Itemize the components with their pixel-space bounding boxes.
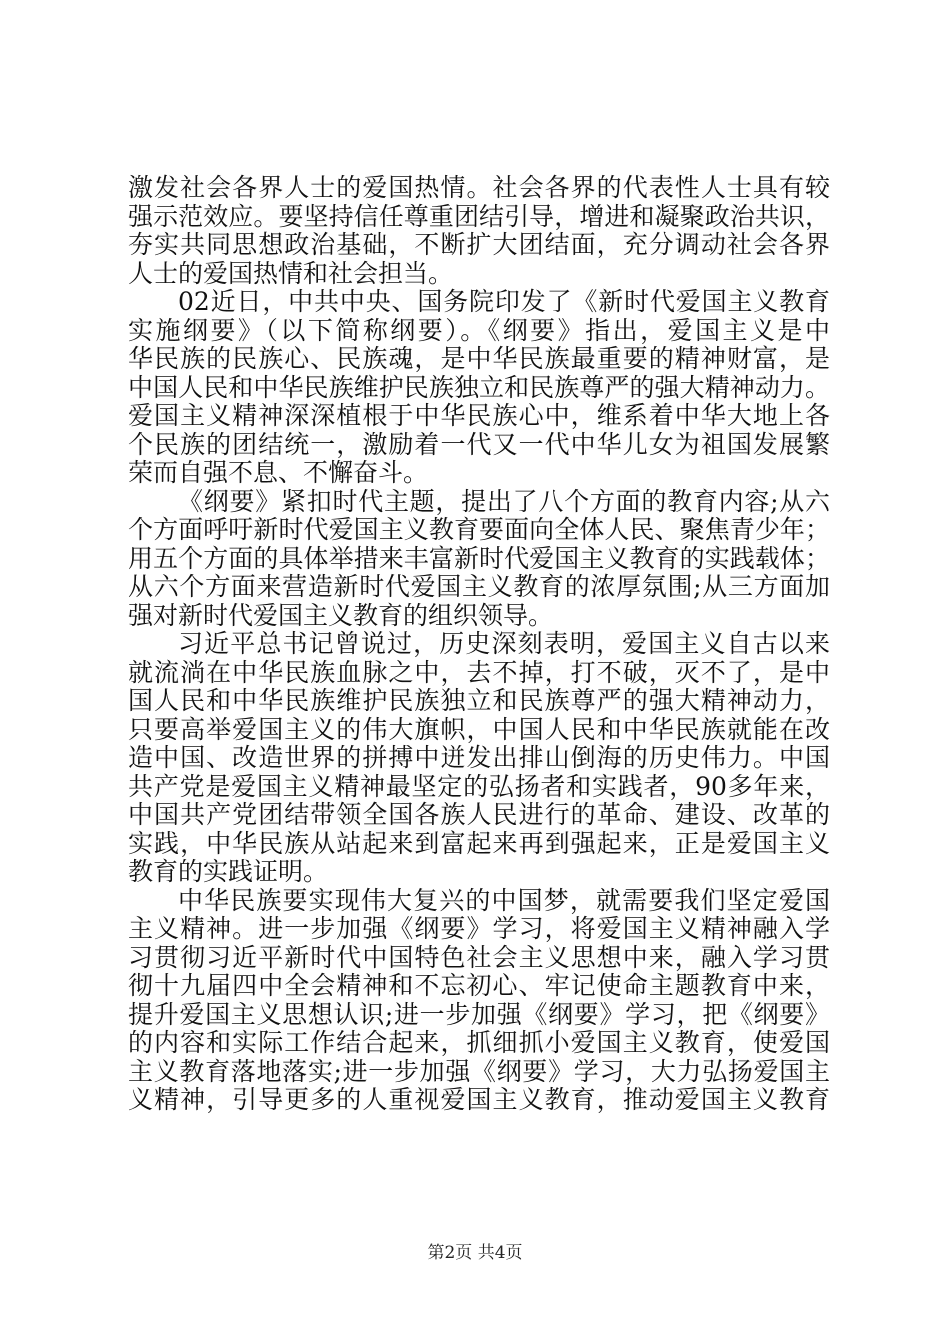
document-body	[128, 174, 830, 1115]
paragraph	[128, 288, 830, 488]
text-line: 中国共产党团结带领全国各族人民进行的革命、建设、改革的	[128, 800, 830, 829]
text-line: 只要高举爱国主义的伟大旗帜，中国人民和中华民族就能在改	[128, 714, 830, 744]
text-line: 实施纲要》（以下简称纲要）。《纲要》指出，爱国主义是中	[128, 315, 830, 345]
text-line: 个方面呼吁新时代爱国主义教育要面向全体人民、聚焦青少年；	[128, 515, 830, 544]
text-line: 习贯彻习近平新时代中国特色社会主义思想中来，融入学习贯	[128, 942, 830, 972]
text-line: 激发社会各界人士的爱国热情。社会各界的代表性人士具有较	[128, 173, 830, 202]
paragraph	[128, 630, 830, 887]
text-line: 爱国主义精神深深植根于中华民族心中，维系着中华大地上各	[128, 401, 830, 430]
text-line: 义精神，引导更多的人重视爱国主义教育，推动爱国主义教育	[128, 1085, 830, 1114]
text-line: 华民族的民族心、民族魂，是中华民族最重要的精神财富，是	[128, 344, 830, 373]
text-line: 主义教育落地落实;进一步加强《纲要》学习，大力弘扬爱国主	[128, 1056, 830, 1086]
text-line: 强对新时代爱国主义教育的组织领导。	[128, 600, 554, 630]
text-line: 就流淌在中华民族血脉之中，去不掉，打不破，灭不了，是中	[128, 657, 830, 687]
text-line: 02近日，中共中央、国务院印发了《新时代爱国主义教育	[178, 287, 830, 316]
text-line: 国人民和中华民族维护民族独立和民族尊严的强大精神动力，	[128, 686, 830, 715]
text-line: 教育的实践证明。	[128, 857, 329, 886]
text-line: 从六个方面来营造新时代爱国主义教育的浓厚氛围;从三方面加	[128, 572, 830, 601]
text-line: 荣而自强不息、不懈奋斗。	[128, 458, 429, 487]
text-line: 人士的爱国热情和社会担当。	[128, 258, 454, 288]
page-number: 第2页 共4页	[427, 1243, 523, 1263]
text-line: 实践，中华民族从站起来到富起来再到强起来，正是爱国主义	[128, 828, 830, 858]
paragraph	[128, 887, 830, 1115]
text-line: 彻十九届四中全会精神和不忘初心、牢记使命主题教育中来，	[128, 971, 830, 1000]
text-line: 造中国、改造世界的拼搏中迸发出排山倒海的历史伟力。中国	[128, 743, 830, 772]
text-line: 个民族的团结统一，激励着一代又一代中华儿女为祖国发展繁	[128, 429, 830, 459]
text-line: 中华民族要实现伟大复兴的中国梦，就需要我们坚定爱国	[178, 885, 830, 915]
text-line: 的内容和实际工作结合起来，抓细抓小爱国主义教育，使爱国	[128, 1028, 830, 1057]
text-line: 主义精神。进一步加强《纲要》学习，将爱国主义精神融入学	[128, 914, 830, 943]
text-line: 习近平总书记曾说过，历史深刻表明，爱国主义自古以来	[178, 629, 830, 658]
text-line: 中国人民和中华民族维护民族独立和民族尊严的强大精神动力。	[128, 372, 830, 402]
text-line: 共产党是爱国主义精神最坚定的弘扬者和实践者，90多年来，	[128, 771, 830, 801]
text-line: 《纲要》紧扣时代主题，提出了八个方面的教育内容;从六	[178, 486, 830, 516]
text-line: 提升爱国主义思想认识;进一步加强《纲要》学习，把《纲要》	[128, 999, 830, 1029]
text-line: 夯实共同思想政治基础，不断扩大团结面，充分调动社会各界	[128, 230, 830, 259]
text-line: 强示范效应。要坚持信任尊重团结引导，增进和凝聚政治共识，	[128, 201, 830, 231]
paragraph	[128, 174, 830, 288]
text-line: 用五个方面的具体举措来丰富新时代爱国主义教育的实践载体；	[128, 543, 830, 573]
paragraph	[128, 488, 830, 631]
